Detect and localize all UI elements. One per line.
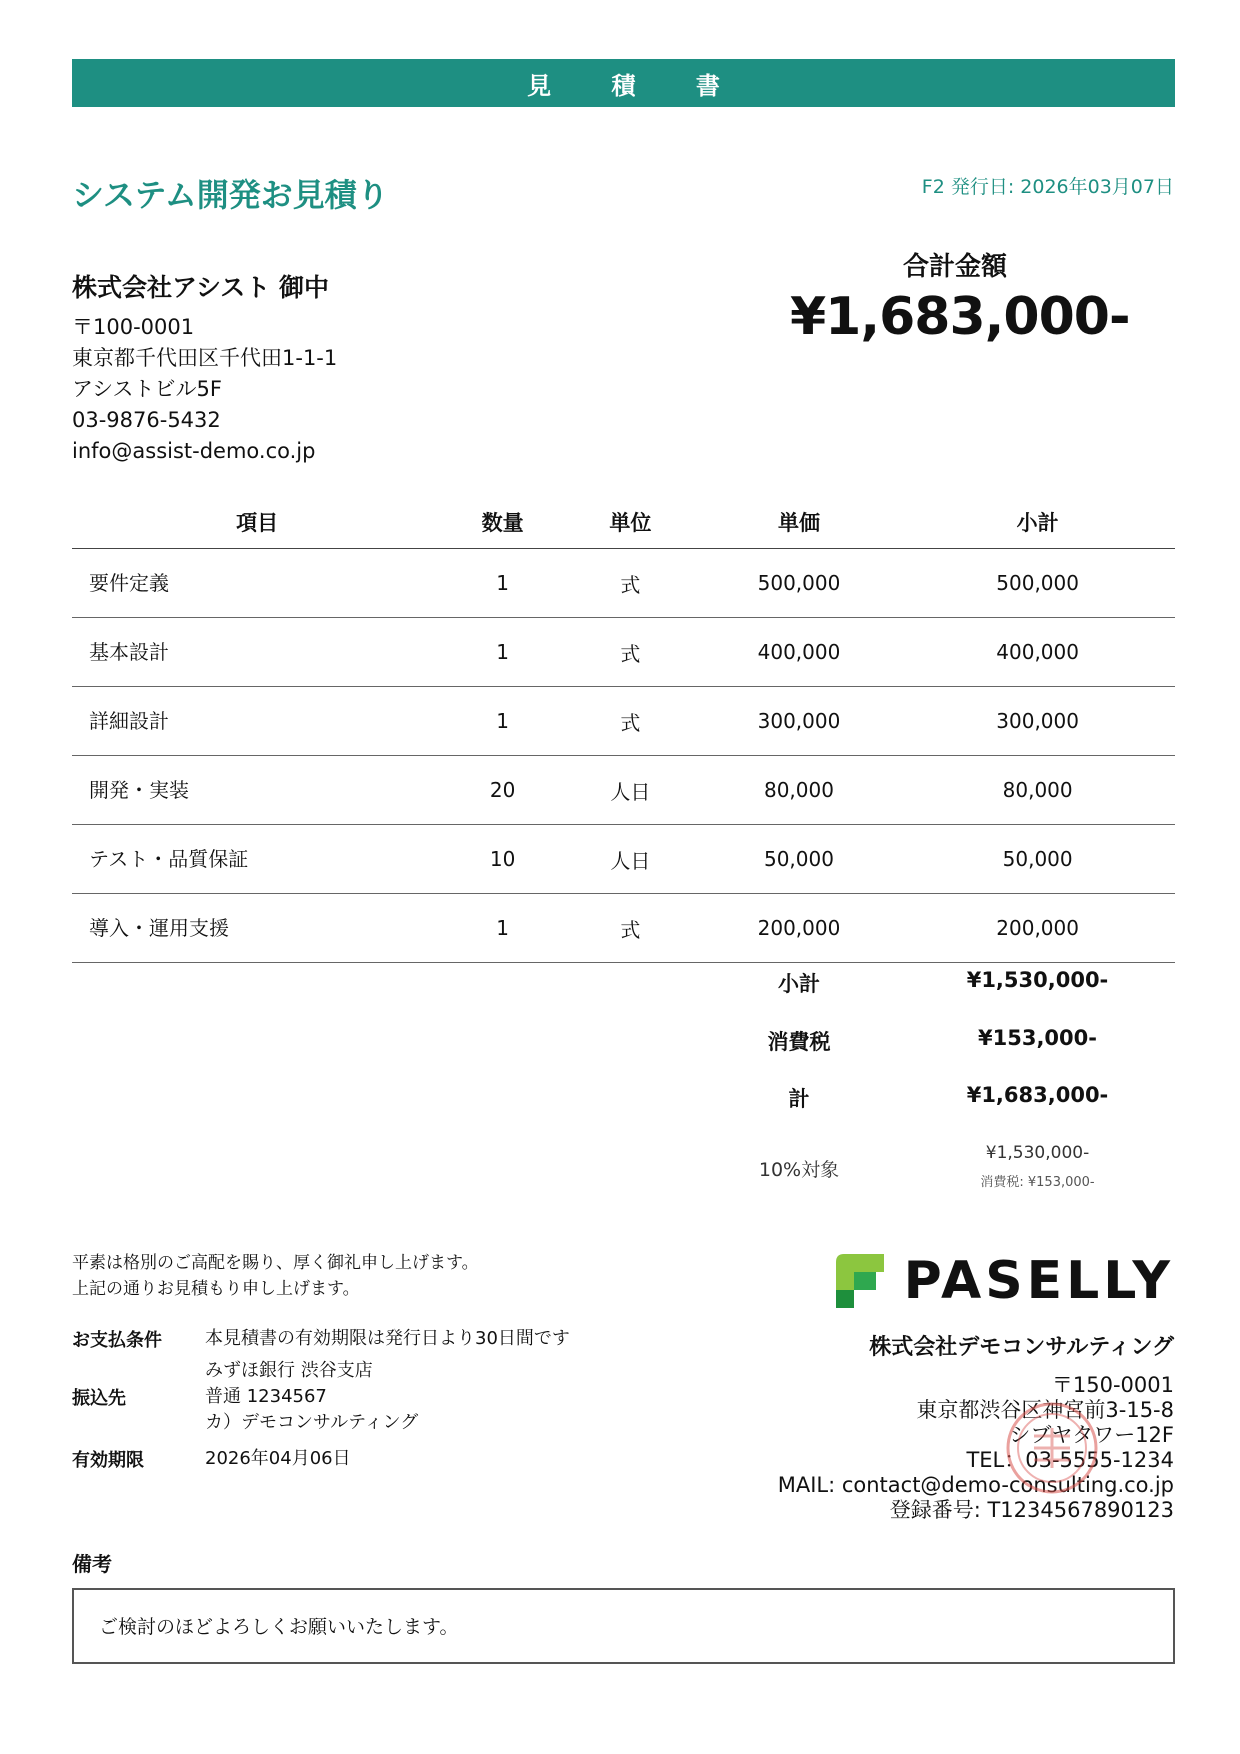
payment-terms-label: お支払条件 bbox=[72, 1330, 162, 1351]
tax-rate-label: 10%対象 bbox=[758, 1159, 840, 1181]
summary-tax-label: 消費税 bbox=[767, 1030, 831, 1054]
bank-label: 振込先 bbox=[72, 1388, 126, 1409]
payment-terms-row bbox=[72, 1326, 570, 1352]
greeting-line2: 上記の通りお見積もり申し上げます。 bbox=[72, 1279, 360, 1299]
payment-terms-value: 本見積書の有効期限は発行日より30日間です bbox=[205, 1328, 570, 1349]
item-price: 50,000 bbox=[698, 825, 901, 894]
terms-block bbox=[72, 1326, 570, 1472]
summary-tax-value: ¥153,000- bbox=[978, 1026, 1097, 1050]
issuer-block bbox=[778, 1330, 1174, 1523]
summary-total-value: ¥1,683,000- bbox=[966, 1083, 1109, 1107]
item-name: 要件定義 bbox=[72, 549, 442, 618]
issuer-address2: シブヤタワー12F bbox=[1009, 1423, 1174, 1447]
item-name: 基本設計 bbox=[72, 618, 442, 687]
client-address2: アシストビル5F bbox=[72, 377, 222, 401]
bank-name: みずほ銀行 渋谷支店 bbox=[205, 1360, 373, 1381]
table-row bbox=[72, 549, 1175, 618]
table-row bbox=[72, 618, 1175, 687]
header-subtotal: 小計 bbox=[900, 496, 1175, 549]
item-price: 500,000 bbox=[698, 549, 901, 618]
issuer-tel: TEL：03-5555-1234 bbox=[966, 1448, 1174, 1472]
logo-text: PASELLY bbox=[903, 1251, 1174, 1311]
issuer-postal: 〒150-0001 bbox=[1051, 1373, 1174, 1397]
client-phone: 03-9876-5432 bbox=[72, 408, 221, 432]
item-qty: 1 bbox=[442, 687, 563, 756]
items-table bbox=[72, 496, 1175, 963]
expiry-label: 有効期限 bbox=[72, 1450, 144, 1471]
header-bar bbox=[72, 59, 1175, 107]
client-postal: 〒100-0001 bbox=[72, 315, 195, 339]
expiry-row bbox=[72, 1446, 570, 1472]
item-unit: 式 bbox=[563, 894, 698, 963]
remarks-text: ご検討のほどよろしくお願いいたします。 bbox=[99, 1616, 459, 1638]
client-address-block bbox=[72, 312, 337, 467]
client-email: info@assist-demo.co.jp bbox=[72, 439, 316, 463]
tax-rate-base: ¥1,530,000- bbox=[985, 1143, 1090, 1163]
item-qty: 1 bbox=[442, 549, 563, 618]
greeting bbox=[72, 1250, 479, 1302]
item-subtotal: 300,000 bbox=[900, 687, 1175, 756]
logo-mark-icon bbox=[832, 1250, 888, 1312]
expiry-value: 2026年04月06日 bbox=[205, 1448, 351, 1469]
issuer-address1: 東京都渋谷区神宮前3-15-8 bbox=[916, 1398, 1174, 1422]
item-name: テスト・品質保証 bbox=[72, 825, 442, 894]
item-subtotal: 80,000 bbox=[900, 756, 1175, 825]
header-item: 項目 bbox=[72, 496, 442, 549]
issuer-mail: MAIL: contact@demo-consulting.co.jp bbox=[777, 1473, 1174, 1497]
item-name: 詳細設計 bbox=[72, 687, 442, 756]
item-name: 導入・運用支援 bbox=[72, 894, 442, 963]
item-price: 400,000 bbox=[698, 618, 901, 687]
company-seal-icon bbox=[1002, 1398, 1102, 1498]
bank-account: 普通 1234567 bbox=[205, 1386, 327, 1407]
header-qty: 数量 bbox=[442, 496, 563, 549]
item-price: 300,000 bbox=[698, 687, 901, 756]
client-name: 株式会社アシスト 御中 bbox=[72, 273, 329, 302]
item-unit: 人日 bbox=[563, 756, 698, 825]
issue-date: F2 発行日: 2026年03月07日 bbox=[921, 176, 1174, 198]
issuer-registration: 登録番号: T1234567890123 bbox=[889, 1498, 1174, 1522]
remarks-box bbox=[72, 1588, 1175, 1664]
item-price: 80,000 bbox=[698, 756, 901, 825]
total-box bbox=[790, 246, 1130, 347]
table-row bbox=[72, 687, 1175, 756]
client-address1: 東京都千代田区千代田1-1-1 bbox=[72, 346, 338, 370]
tax-rate-tax: 消費税: ¥153,000- bbox=[980, 1175, 1095, 1190]
item-subtotal: 200,000 bbox=[900, 894, 1175, 963]
bank-holder: カ）デモコンサルティング bbox=[205, 1412, 419, 1433]
issuer-name: 株式会社デモコンサルティング bbox=[869, 1335, 1174, 1360]
company-logo bbox=[832, 1250, 1174, 1312]
table-row bbox=[72, 894, 1175, 963]
remarks-title: 備考 bbox=[72, 1552, 112, 1576]
header-price: 単価 bbox=[698, 496, 901, 549]
total-label: 合計金額 bbox=[902, 252, 1007, 282]
item-unit: 式 bbox=[563, 687, 698, 756]
bank-row bbox=[72, 1358, 570, 1436]
item-unit: 式 bbox=[563, 549, 698, 618]
summary-subtotal-label: 小計 bbox=[778, 972, 820, 996]
item-qty: 1 bbox=[442, 618, 563, 687]
table-header-row bbox=[72, 496, 1175, 549]
page-title: システム開発お見積り bbox=[72, 176, 389, 214]
item-price: 200,000 bbox=[698, 894, 901, 963]
total-amount: ¥1,683,000- bbox=[790, 287, 1130, 347]
item-qty: 10 bbox=[442, 825, 563, 894]
item-qty: 20 bbox=[442, 756, 563, 825]
summary-total-label: 計 bbox=[788, 1087, 810, 1111]
document-type-title: 見 積 書 bbox=[527, 71, 746, 100]
summary-subtotal-value: ¥1,530,000- bbox=[966, 968, 1109, 992]
table-row bbox=[72, 756, 1175, 825]
item-qty: 1 bbox=[442, 894, 563, 963]
header-unit: 単位 bbox=[563, 496, 698, 549]
item-subtotal: 50,000 bbox=[900, 825, 1175, 894]
table-row bbox=[72, 825, 1175, 894]
greeting-line1: 平素は格別のご高配を賜り、厚く御礼申し上げます。 bbox=[72, 1253, 479, 1273]
item-name: 開発・実装 bbox=[72, 756, 442, 825]
item-subtotal: 400,000 bbox=[900, 618, 1175, 687]
item-subtotal: 500,000 bbox=[900, 549, 1175, 618]
item-unit: 人日 bbox=[563, 825, 698, 894]
item-unit: 式 bbox=[563, 618, 698, 687]
